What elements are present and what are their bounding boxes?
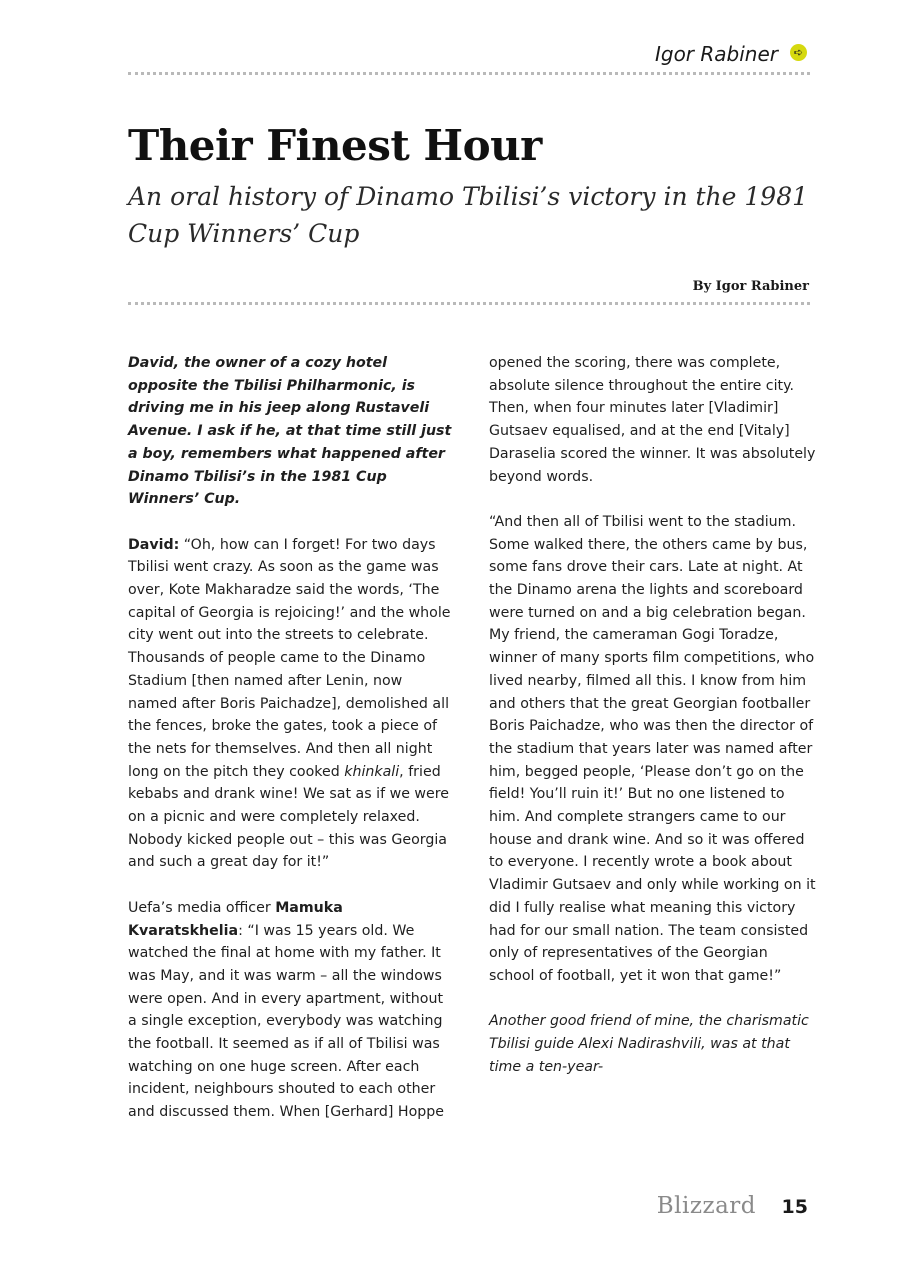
page-number: 15 [781, 1196, 808, 1218]
left-column [128, 352, 456, 1124]
quote-david-text-b: , fried kebabs and drank wine! We sat as if we were on a picnic and were completely relaxed. Nobody kicked people out – this was Georgia and such a great day for it!” [128, 763, 450, 871]
speaker-mamuka: Mamuka Kvaratskhelia [128, 899, 343, 939]
quote-david-text-a: “Oh, how can I forget! For two days Tbilisi went crazy. As soon as the game was over, Kote Makharadze said the words, ‘The capital of Georgia is rejoicing!’ and the whole city went out into the streets to celebrate. Thousands of people came to the Dinamo Stadium [then named after Lenin, now named after Boris Paichadze], demolished all the fences, broke the gates, took a piece of the nets for themselves. And then all night long on the pitch they cooked [128, 536, 451, 780]
arrow-circle-icon: ➪ [790, 44, 807, 61]
quote-mamuka-continued: opened the scoring, there was complete, absolute silence throughout the entire city. Then, when four minutes later [Vladimir] Gutsaev equalised, and at the end [Vitaly] Daraselia scored the winner. It was absolutely beyond words. [489, 355, 816, 485]
quote-mamuka [128, 897, 456, 1124]
quote-mamuka-prefix: Uefa’s media officer [128, 899, 276, 916]
byline-divider [128, 302, 810, 305]
byline: By Igor Rabiner [692, 279, 809, 294]
speaker-david: David: [128, 536, 180, 553]
right-column [489, 352, 817, 1078]
quote-david [128, 534, 456, 875]
header-author: Igor Rabiner [654, 42, 778, 66]
intro-alexi: Another good friend of mine, the charismatic Tbilisi guide Alexi Nadirashvili, was at that time a ten-year- [489, 1013, 809, 1075]
article-subtitle: An oral history of Dinamo Tbilisi’s victory in the 1981 Cup Winners’ Cup [128, 182, 809, 248]
magazine-brand: Blizzard [656, 1193, 756, 1219]
quote-celebration: “And then all of Tbilisi went to the stadium. Some walked there, the others came by bus, some fans drove their cars. Late at night. At the Dinamo arena the lights and scoreboard were turned on and a big celebration began. My friend, the cameraman Gogi Toradze, winner of many sports film competitions, who lived nearby, filmed all this. I know from him and others that the great Georgian footballer Boris Paichadze, who was then the director of the stadium that years later was named after him, begged people, ‘Please don’t go on the field! You’ll ruin it!’ But no one listened to him. And complete strangers came to our house and drank wine. And so it was offered to everyone. I recently wrote a book about Vladimir Gutsaev and only while working on it did I fully realise what meaning this victory had for our small nation. The team consisted only of representatives of the Georgian school of football, yet it won that game!” [489, 513, 816, 984]
khinkali-term: khinkali [344, 763, 400, 780]
top-divider [128, 72, 810, 75]
quote-mamuka-text: : “I was 15 years old. We watched the final at home with my father. It was May, and it was warm – all the windows were open. And in every apartment, without a single exception, everybody was watching the football. It seemed as if all of Tbilisi was watching on one huge screen. After each incident, neighbours shouted to each other and discussed them. When [Gerhard] Hoppe [128, 922, 444, 1121]
lead-paragraph: David, the owner of a cozy hotel opposite the Tbilisi Philharmonic, is driving me in his jeep along Rustaveli Avenue. I ask if he, at that time still just a boy, remembers what happened after Dinamo Tbilisi’s in the 1981 Cup Winners’ Cup. [128, 355, 452, 508]
article-title: Their Finest Hour [128, 121, 542, 170]
